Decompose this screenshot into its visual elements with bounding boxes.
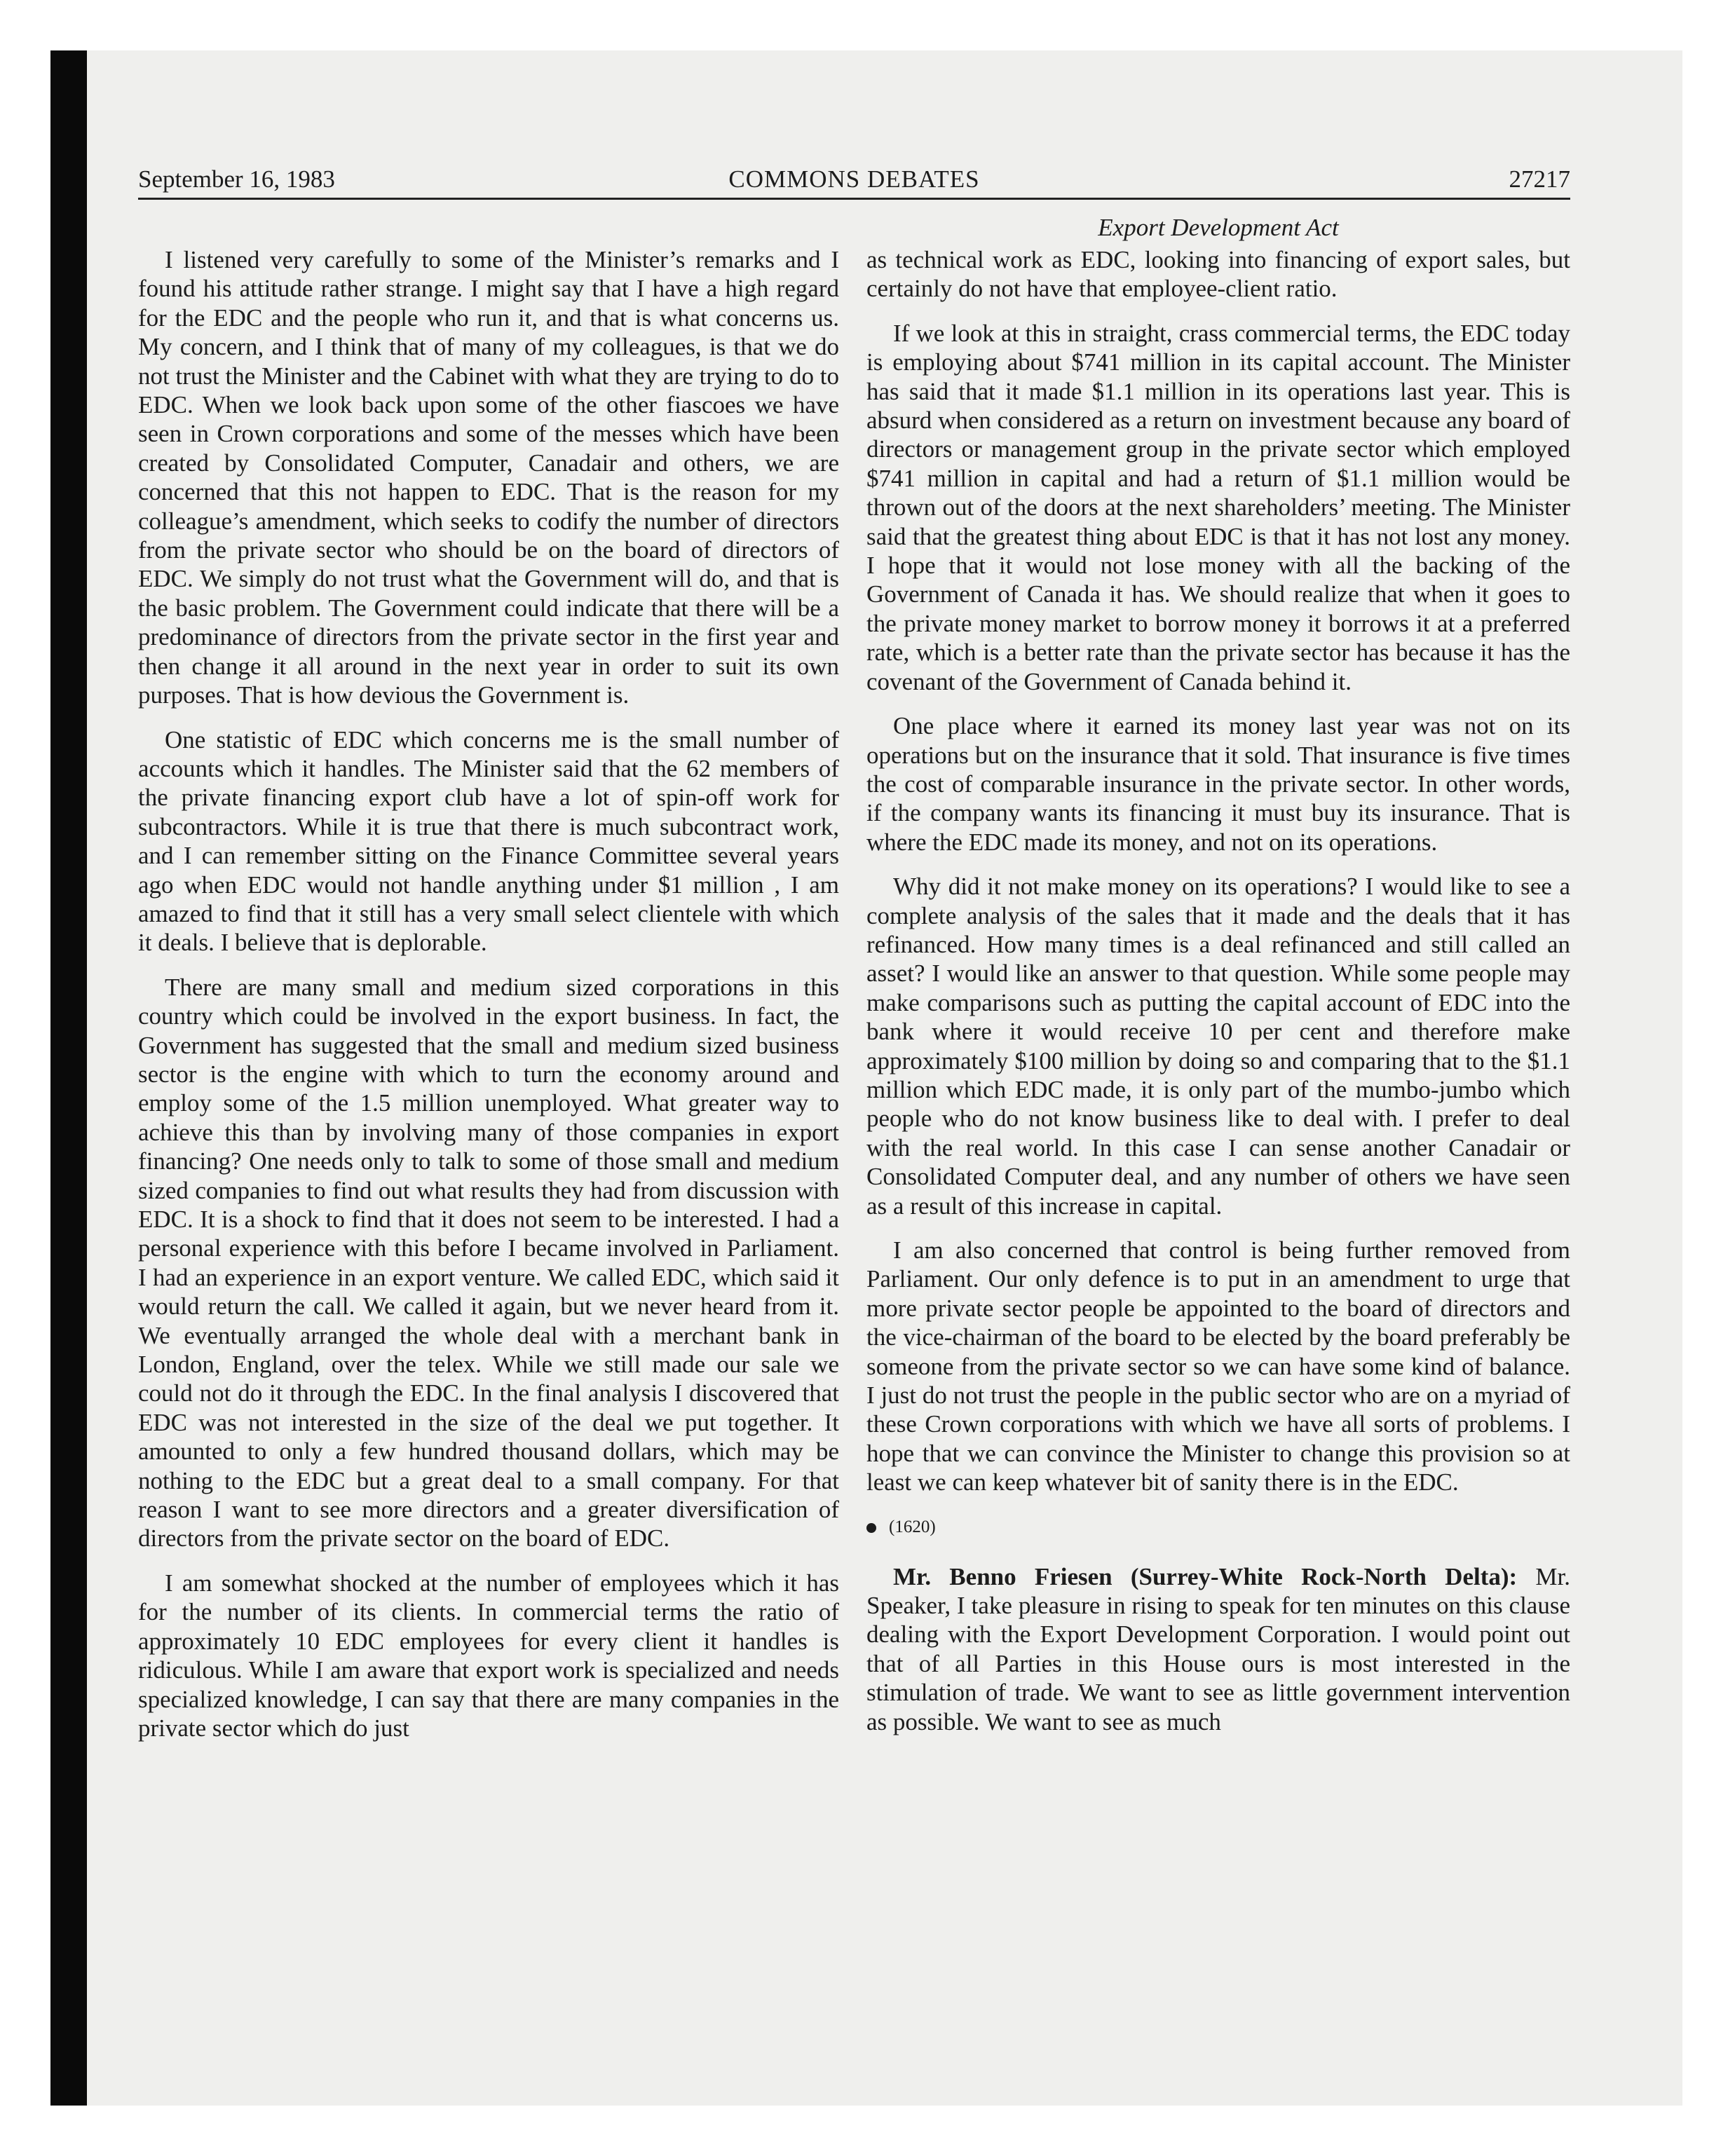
speech-paragraph xyxy=(866,1562,1570,1736)
speech-text: Mr. Speaker, I take pleasure in rising to speak for ten minutes on this clause dealing with the Export Development Corporation. I would point out that of all Parties in this House ours is most interested in the stimulation of trade. We want to see as little government intervention as possible. We want to see as much xyxy=(866,1562,1570,1735)
paragraph: One statistic of EDC which concerns me is the small number of accounts which it handles. The Minister said that the 62 members of the private financing export club have a lot of spin-off work for subcontractors. While it is true that there is much subcontract work, and I can remember sitting on the Finance Committee several years ago when EDC would not handle anything under $1 million , I am amazed to find that it still has a very small select clientele with which it deals. I believe that is deplorable. xyxy=(138,725,839,957)
timestamp-marker xyxy=(866,1513,1570,1541)
bullet-icon xyxy=(866,1523,876,1533)
timestamp: (1620) xyxy=(889,1517,936,1536)
continued-paragraph: as technical work as EDC, looking into financing of export sales, but certainly do not have that employee-client ratio. xyxy=(866,246,1570,303)
left-column xyxy=(138,245,839,1942)
header-date: September 16, 1983 xyxy=(138,165,335,193)
paragraph: I am somewhat shocked at the number of employees which it has for the number of its clients. In commercial terms the ratio of approximately 10 EDC employees for every client it handles is ridiculous. While I am aware that export work is specialized and needs specialized knowledge, I can say that there are many companies in the private sector which do just xyxy=(138,1569,839,1742)
right-column xyxy=(866,245,1570,1942)
paragraph: I listened very carefully to some of the Minister’s remarks and I found his attitude rather strange. I might say that I have a high regard for the EDC and the people who run it, and that is what concerns us. My concern, and I think that of many of my colleagues, is that we do not trust the Minister and the Cabinet with what they are trying to do to EDC. When we look back upon some of the other fiascoes we have seen in Crown corporations and some of the messes which have been created by Consolidated Computer, Canadair and others, we are concerned that this not happen to EDC. That is the reason for my colleague’s amendment, which seeks to codify the number of directors from the private sector who should be on the board of directors of EDC. We simply do not trust what the Government will do, and that is the basic problem. The Government could indicate that there will be a predominance of directors from the private sector in the first year and then change it all around in the next year in order to suit its own purposes. That is how devious the Government is. xyxy=(138,246,839,709)
paragraph: One place where it earned its money last year was not on its operations but on the insurance that it sold. That insurance is five times the cost of comparable insurance in the private sector. In other words, if the company wants its financing it must buy its insurance. That is where the EDC made its money, and not on its operations. xyxy=(866,712,1570,856)
paragraph: There are many small and medium sized corporations in this country which could be involved in the export business. In fact, the Government has suggested that the small and medium sized business sector is the engine with which to turn the economy around and employ some of the 1.5 million unemployed. What greater way to achieve this than by involving many of those companies in export financing? One needs only to talk to some of those small and medium sized companies to find out what results they had from discussion with EDC. It is a shock to find that it does not seem to be interested. I had a personal experience with this before I became involved in Parliament. I had an experience in an export venture. We called EDC, which said it would return the call. We called it again, but we never heard from it. We eventually arranged the whole deal with a merchant bank in London, England, over the telex. While we still made our sale we could not do it through the EDC. In the final analysis I discovered that EDC was not interested in the size of the deal we put together. It amounted to only a few hundred thousand dollars, which may be nothing to the EDC but a great deal to a small company. For that reason I want to see more directors and a greater diversification of directors from the private sector on the board of EDC. xyxy=(138,973,839,1553)
speaker-name: Mr. Benno Friesen (Surrey-White Rock-North Delta): xyxy=(893,1562,1518,1590)
binding-edge xyxy=(50,50,87,2106)
paragraph: If we look at this in straight, crass commercial terms, the EDC today is employing about $741 million in its capital account. The Minister has said that it made $1.1 million in its operations last year. This is absurd when considered as a return on investment because any board of directors or management group in the private sector which employed $741 million in capital and had a return of $1.1 million would be thrown out of the doors at the next shareholders’ meeting. The Minister said that the greatest thing about EDC is that it has not lost any money. I hope that it would not lose money with all the backing of the Government of Canada it has. We should realize that when it goes to the private money market to borrow money it borrows it at a preferred rate, which is a better rate than the private sector has because it has the covenant of the Government of Canada behind it. xyxy=(866,319,1570,695)
paragraph: I am also concerned that control is being further removed from Parliament. Our only defence is to put in an amendment to urge that more private sector people be appointed to the board of directors and the vice-chairman of the board to be elected by the board preferably be someone from the private sector so we can have some kind of balance. I just do not trust the people in the public sector who are on a myriad of these Crown corporations with which we have all sorts of problems. I hope that we can convince the Minister to change this provision so at least we can keep whatever bit of sanity there is in the EDC. xyxy=(866,1236,1570,1496)
page-header xyxy=(138,161,1570,200)
header-title: COMMONS DEBATES xyxy=(728,165,980,193)
running-head: Export Development Act xyxy=(1098,214,1339,241)
page-number: 27217 xyxy=(1509,165,1570,193)
paragraph: Why did it not make money on its operations? I would like to see a complete analysis of the sales that it made and the deals that it has refinanced. How many times is a deal refinanced and still called an asset? I would like an answer to that question. While some people may make comparisons such as putting the capital account of EDC into the bank where it would receive 10 per cent and therefore make approximately $100 million by doing so and comparing that to the $1.1 million which EDC made, it is only part of the mumbo-jumbo which people who do not know business like to deal with. I prefer to deal with the real world. In this case I can sense another Canadair or Consolidated Computer deal, and any number of others we have seen as a result of this increase in capital. xyxy=(866,873,1570,1220)
